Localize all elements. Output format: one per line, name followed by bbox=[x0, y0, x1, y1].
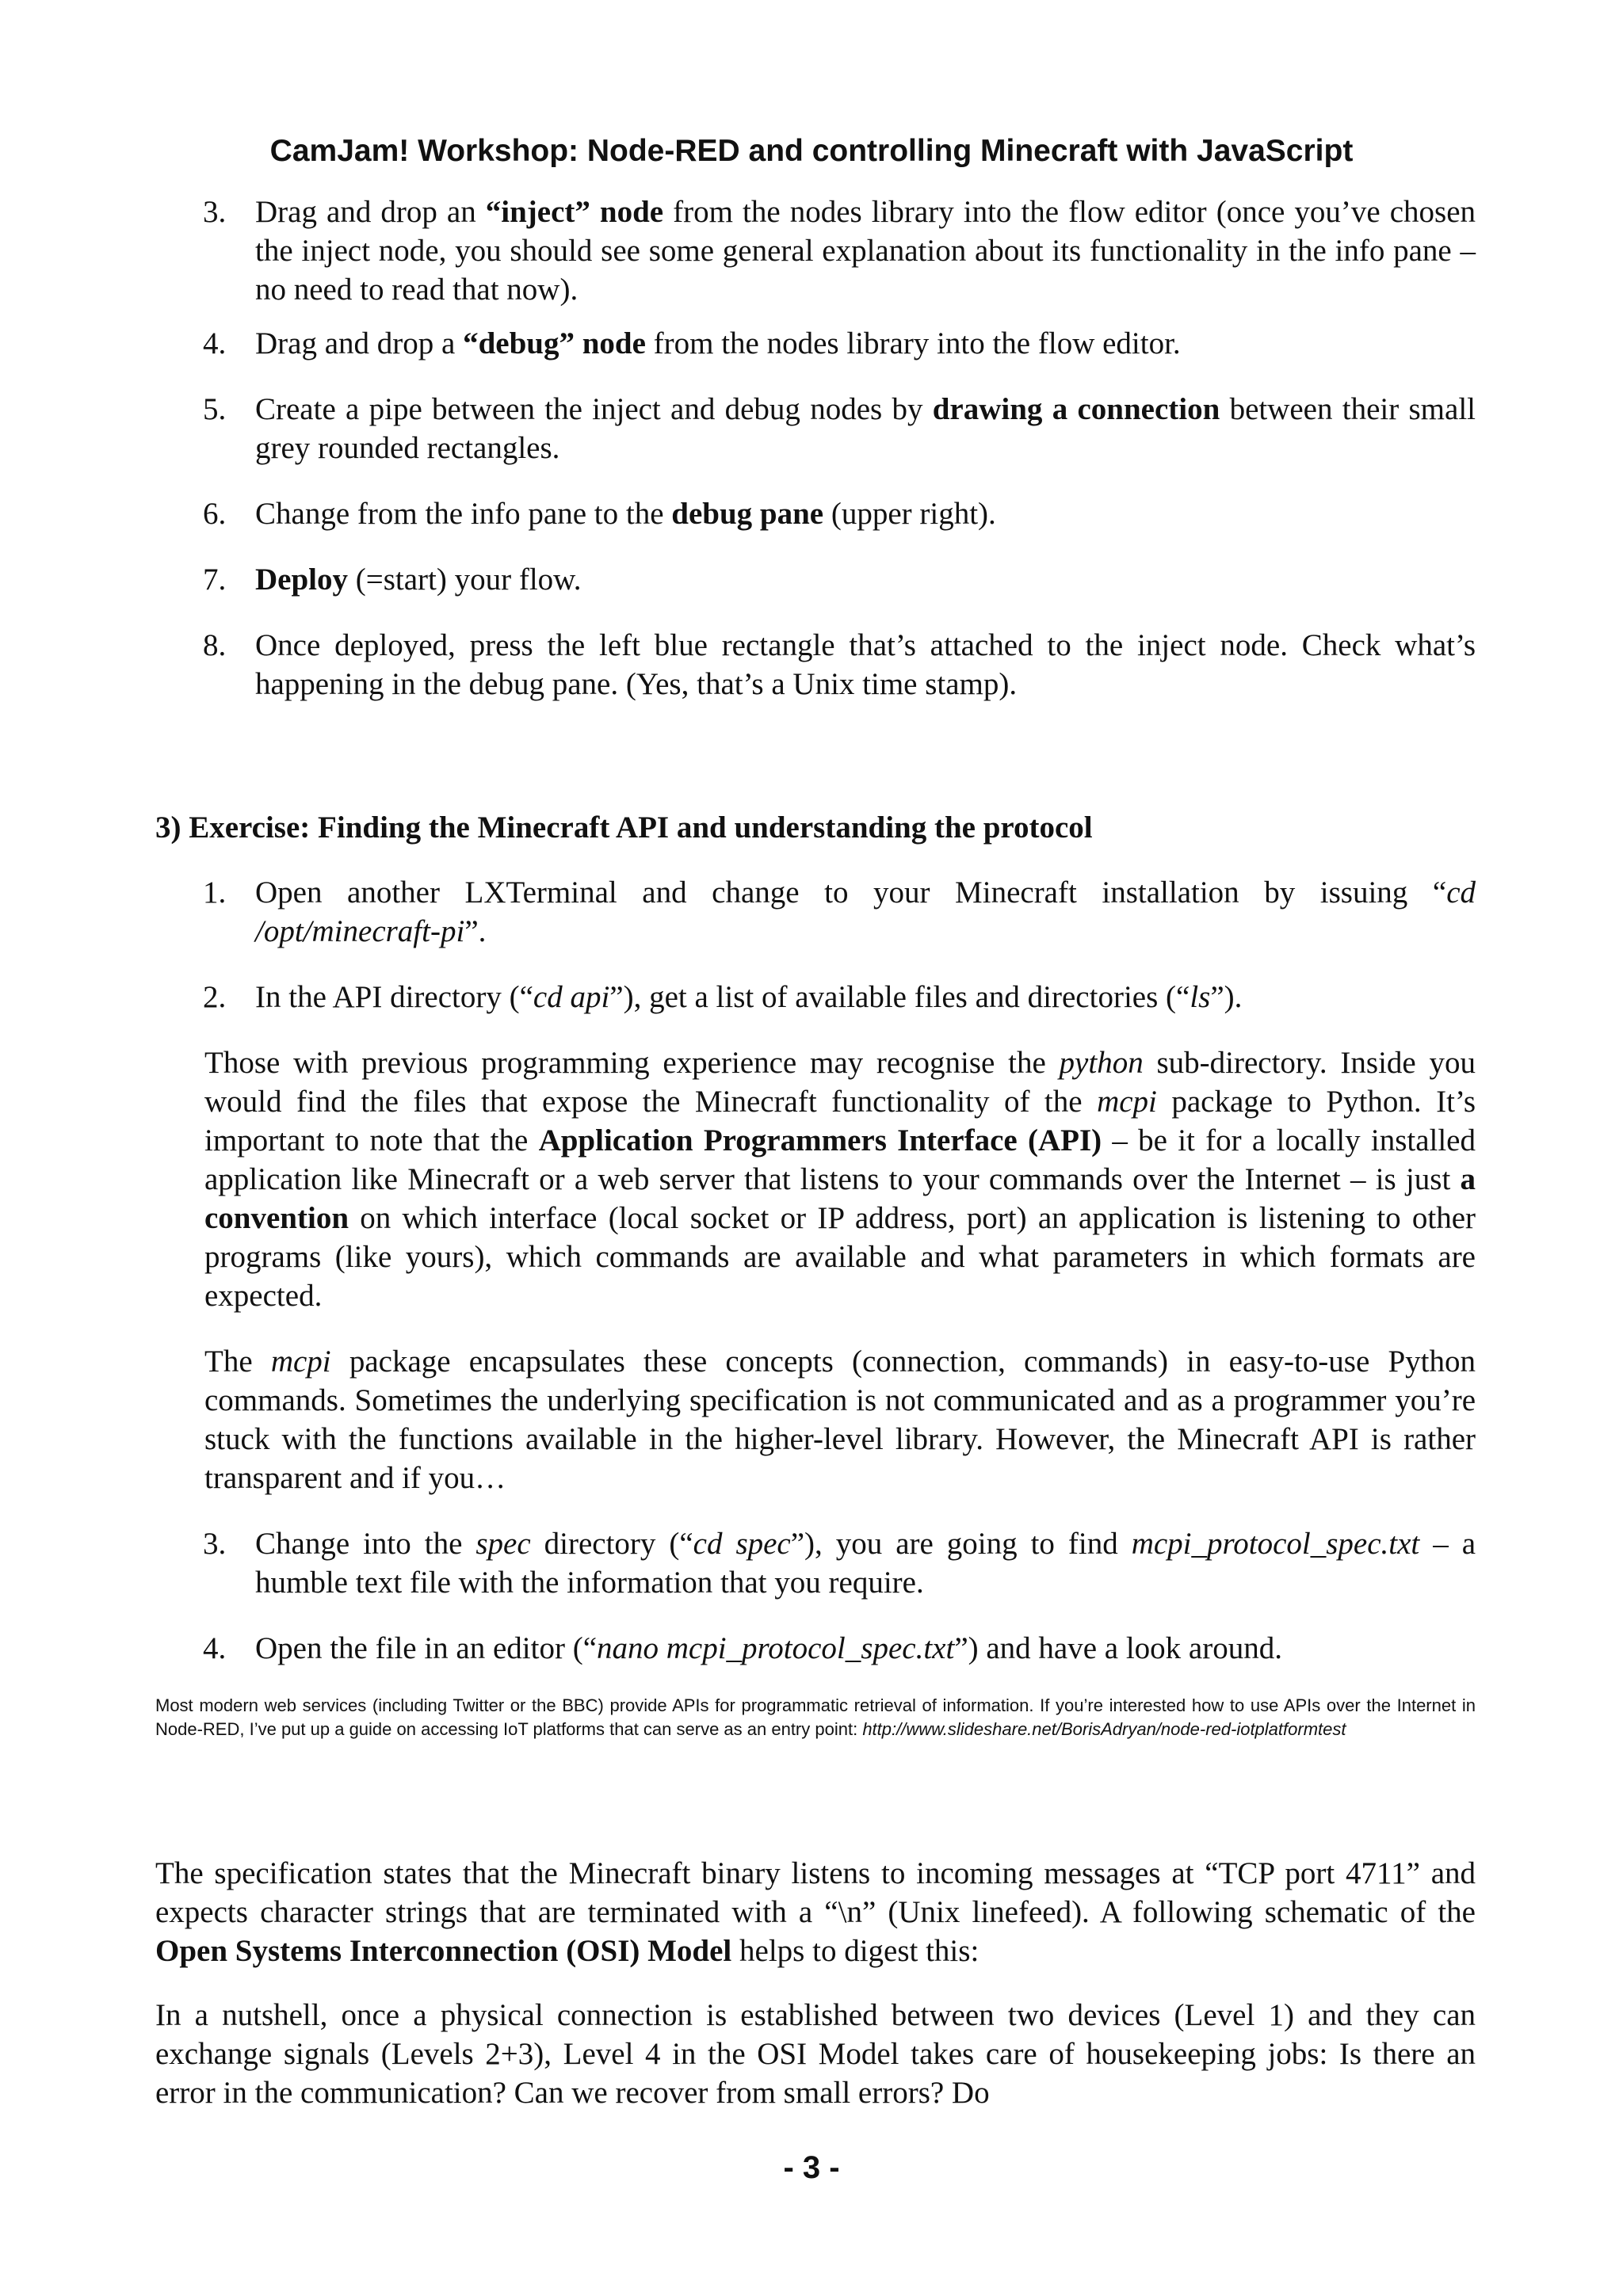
text-run: from the nodes library into the flow editor. bbox=[645, 326, 1181, 360]
bold-text: Application Programmers Interface (API) bbox=[538, 1123, 1102, 1158]
text-run: The bbox=[204, 1344, 271, 1379]
step-text bbox=[255, 1524, 1476, 1602]
text-run: (upper right). bbox=[823, 497, 996, 531]
bold-text: “inject” node bbox=[485, 195, 664, 229]
body-section bbox=[155, 1854, 1476, 2112]
italic-text: nano mcpi_protocol_spec.txt bbox=[597, 1631, 955, 1665]
text-run: (=start) your flow. bbox=[348, 563, 582, 597]
text-run: ”) and have a look around. bbox=[954, 1631, 1282, 1665]
text-run: ”. bbox=[464, 914, 487, 948]
list-item-step-4b bbox=[155, 1629, 1476, 1668]
step-text bbox=[255, 560, 1476, 599]
list-item-step-3 bbox=[155, 193, 1476, 309]
text-run: Drag and drop a bbox=[255, 326, 464, 360]
footnote bbox=[155, 1694, 1476, 1741]
paragraph-osi-nutshell bbox=[155, 1996, 1476, 2112]
step-number: 6. bbox=[203, 497, 227, 531]
text-run: directory (“ bbox=[530, 1527, 693, 1561]
step-number: 1. bbox=[203, 875, 227, 910]
text-run: sub-directory. Inside you would find the files that expose the Minecraft functionality of the bbox=[204, 1046, 1476, 1119]
text-run: Once deployed, press the left blue rectangle that’s attached to the inject node. Check what’s happening in the debug pane. (Yes, that’s a Unix time stamp). bbox=[255, 628, 1476, 701]
text-run: package encapsulates these concepts (connection, commands) in easy-to-use Python commands. Sometimes the underlying specification is not communicated and as a programmer you’re stuck with the functions available in the higher-level library. However, the Minecraft API is rather transparent and if you… bbox=[204, 1344, 1476, 1495]
footnote-link[interactable]: http://www.slideshare.net/BorisAdryan/node-red-iotplatformtest bbox=[862, 1719, 1346, 1739]
list-item-step-2 bbox=[155, 978, 1476, 1016]
text-run: helps to digest this: bbox=[731, 1934, 980, 1968]
bold-text: a convention bbox=[204, 1162, 1476, 1235]
step-number: 3. bbox=[203, 1527, 227, 1561]
step-text bbox=[255, 1629, 1476, 1668]
italic-text: python bbox=[1059, 1046, 1144, 1080]
step-number: 8. bbox=[203, 628, 227, 662]
page-header-title: CamJam! Workshop: Node-RED and controlling Minecraft with JavaScript bbox=[269, 134, 1354, 168]
step-text bbox=[255, 626, 1476, 704]
text-run: package to Python. It’s important to note that the bbox=[204, 1085, 1476, 1158]
text-run: from the nodes library into the flow editor (once you’ve chosen the inject node, you should see some general explanation about its functionality in the info pane – no need to read that now). bbox=[255, 195, 1476, 307]
list-item-step-8 bbox=[155, 626, 1476, 704]
italic-text: mcpi bbox=[270, 1344, 331, 1379]
bold-text: debug pane bbox=[671, 497, 824, 531]
step-number: 4. bbox=[203, 1631, 227, 1665]
text-run: ”), get a list of available files and directories (“ bbox=[609, 980, 1190, 1014]
italic-text: cd /opt/minecraft-pi bbox=[255, 875, 1476, 948]
footnote-text: Most modern web services (including Twitter or the BBC) provide APIs for programmatic retrieval of information. If you’re interested how to use APIs over the Internet in Node-RED, I’ve put up a guide on accessing IoT platforms that can serve as an entry point: bbox=[155, 1695, 1476, 1739]
text-run: ”), you are going to find bbox=[790, 1527, 1132, 1561]
list-item-step-5 bbox=[155, 390, 1476, 467]
text-run: Open the file in an editor (“ bbox=[255, 1631, 597, 1665]
step-text bbox=[255, 494, 1476, 533]
text-run: Those with previous programming experience may recognise the bbox=[204, 1046, 1060, 1080]
text-run: on which interface (local socket or IP address, port) an application is listening to other programs (like yours), which commands are available and what parameters in which formats are expected. bbox=[204, 1201, 1476, 1313]
paragraph-mcpi-package bbox=[155, 1342, 1476, 1497]
section-3 bbox=[155, 808, 1476, 1668]
paragraph-specification bbox=[155, 1854, 1476, 1970]
step-text bbox=[255, 324, 1476, 363]
step-number: 4. bbox=[203, 326, 227, 360]
text-run: In a nutshell, once a physical connection is established between two devices (Level 1) and they can exchange signals (Levels 2+3), Level 4 in the OSI Model takes care of housekeeping jobs: Is there an error in the communication? Can we recover from small errors? Do bbox=[155, 1998, 1476, 2110]
step-text bbox=[255, 978, 1476, 1016]
text-run: Change from the info pane to the bbox=[255, 497, 672, 531]
text-run: Change into the bbox=[255, 1527, 476, 1561]
italic-text: mcpi_protocol_spec.txt bbox=[1131, 1527, 1420, 1561]
bold-text: “debug” node bbox=[463, 326, 646, 360]
text-run: between their small grey rounded rectangles. bbox=[255, 392, 1476, 465]
list-item-step-4 bbox=[155, 324, 1476, 363]
italic-text: mcpi bbox=[1097, 1085, 1157, 1119]
text-run: ”). bbox=[1210, 980, 1243, 1014]
bold-text: drawing a connection bbox=[932, 392, 1220, 426]
page-number: - 3 - bbox=[783, 2150, 840, 2185]
steps-list-part1 bbox=[155, 193, 1476, 704]
text-run: Drag and drop an bbox=[255, 195, 486, 229]
list-item-step-1 bbox=[155, 873, 1476, 951]
step-number: 7. bbox=[203, 563, 227, 597]
text-run: The specification states that the Minecraft binary listens to incoming messages at “TCP port 4711” and expects character strings that are terminated with a “\n” (Unix linefeed). A following schematic of the bbox=[155, 1856, 1476, 1929]
italic-text: ls bbox=[1190, 980, 1211, 1014]
step-number: 3. bbox=[203, 195, 227, 229]
list-item-step-7 bbox=[155, 560, 1476, 599]
italic-text: spec bbox=[475, 1527, 531, 1561]
text-run: Create a pipe between the inject and debug nodes by bbox=[255, 392, 933, 426]
text-run: Open another LXTerminal and change to your Minecraft installation by issuing “ bbox=[255, 875, 1447, 910]
italic-text: cd spec bbox=[693, 1527, 791, 1561]
section-heading: 3) Exercise: Finding the Minecraft API and understanding the protocol bbox=[155, 810, 1093, 845]
list-item-step-3b bbox=[155, 1524, 1476, 1602]
step-text bbox=[255, 390, 1476, 467]
text-run: – a humble text file with the information that you require. bbox=[255, 1527, 1476, 1600]
step-number: 2. bbox=[203, 980, 227, 1014]
bold-text: Deploy bbox=[255, 563, 348, 597]
step-text bbox=[255, 873, 1476, 951]
step-text bbox=[255, 193, 1476, 309]
italic-text: cd api bbox=[533, 980, 610, 1014]
bold-text: Open Systems Interconnection (OSI) Model bbox=[155, 1934, 732, 1968]
paragraph-api-explanation bbox=[155, 1043, 1476, 1315]
step-number: 5. bbox=[203, 392, 227, 426]
list-item-step-6 bbox=[155, 494, 1476, 533]
text-run: In the API directory (“ bbox=[255, 980, 533, 1014]
text-run: – be it for a locally installed application like Minecraft or a web server that listens to your commands over the Internet – is just bbox=[204, 1123, 1476, 1196]
